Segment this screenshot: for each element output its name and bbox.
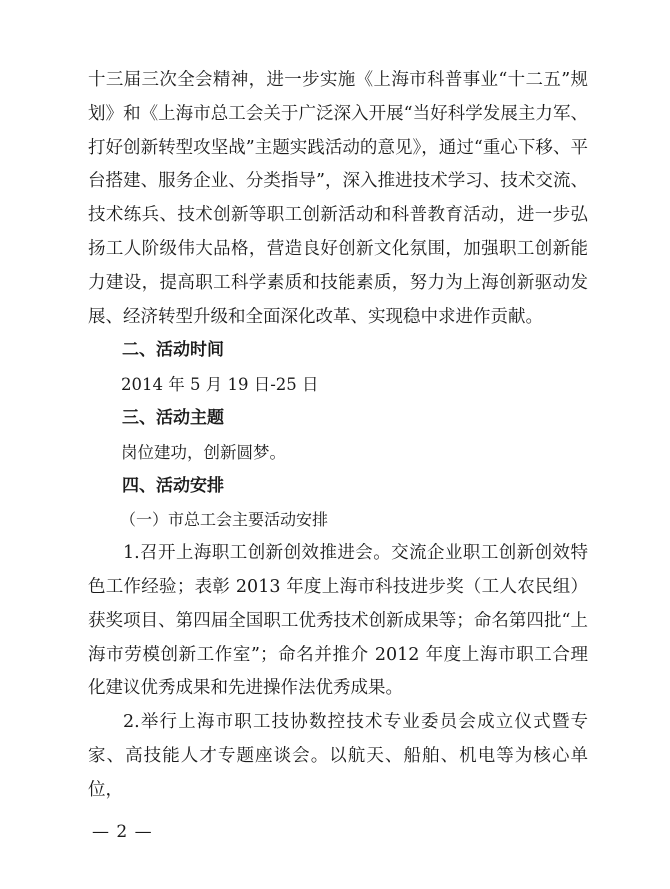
intro-paragraph: 十三届三次全会精神，进一步实施《上海市科普事业“十二五”规划》和《上海市总工会关于广泛深入开展“当好科学发展主力军、打好创新转型攻坚战”主题实践活动的意见》，通过“重心下移、平台搭建、服务企业、分类指导”，深入推进技术学习、技术交流、技术练兵、技术创新等职工创新活动和科普教育活动，进一步弘扬工人阶级伟大品格，营造良好创新文化氛围，加强职工创新能力建设，提高职工科学素质和技能素质，努力为上海创新驱动发展、经济转型升级和全面深化改革、实现稳中求进作贡献。 xyxy=(88,70,588,327)
document-body xyxy=(88,64,588,808)
section-heading-time: 二、活动时间 xyxy=(122,340,224,361)
activity-theme-text: 岗位建功，创新圆梦。 xyxy=(121,442,286,462)
arrangement-item-1: 1.召开上海职工创新创效推进会。交流企业职工创新创效特色工作经验；表彰 2013 年度上海市科技进步奖（工人农民组）获奖项目、第四届全国职工优秀技术创新成果等；命名第四批“上海市劳模创新工作室”；命名并推介 2012 年度上海市职工合理化建议优秀成果和先进操作法优秀成果。 xyxy=(88,543,588,699)
page-number: — 2 — xyxy=(92,822,153,842)
section-heading-theme: 三、活动主题 xyxy=(122,407,224,428)
activity-time-text: 2014 年 5 月 19 日-25 日 xyxy=(121,375,319,395)
subsection-heading-union: （一）市总工会主要活动安排 xyxy=(120,510,329,530)
section-heading-arrangement: 四、活动安排 xyxy=(122,475,224,496)
arrangement-item-2: 2.举行上海市职工技协数控技术专业委员会成立仪式暨专家、高技能人才专题座谈会。以航天、船舶、机电等为核心单位， xyxy=(88,712,588,800)
